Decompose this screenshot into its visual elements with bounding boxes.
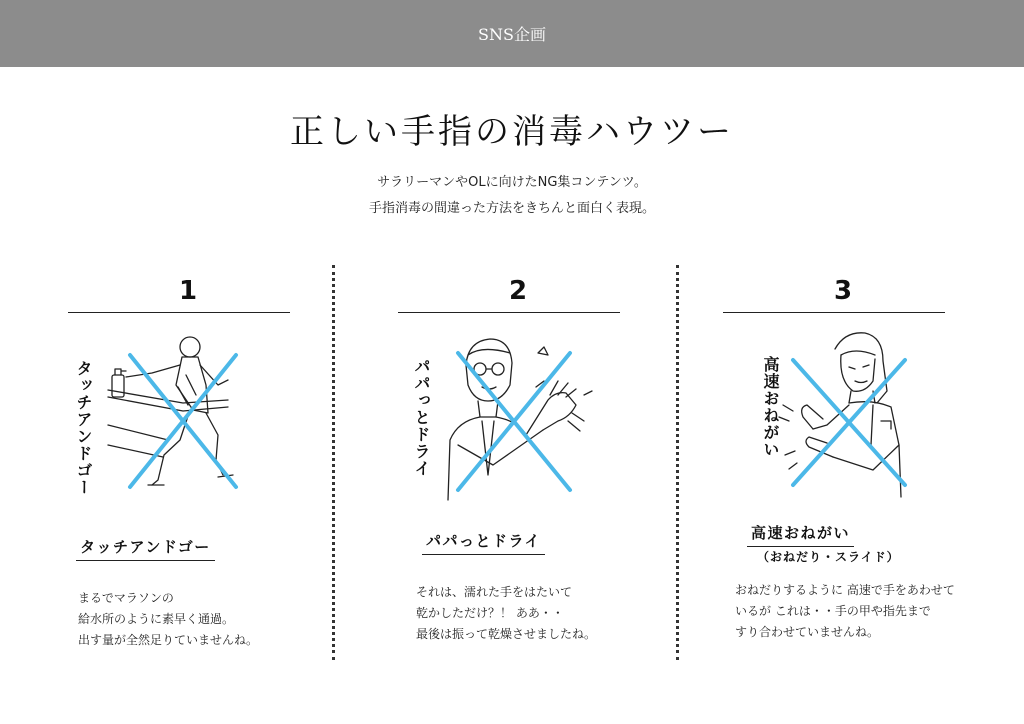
number-underline	[723, 312, 945, 313]
item-number: 1	[178, 276, 198, 306]
description-line: 乾かしただけ？！ ああ・・	[416, 606, 564, 620]
item-number: 3	[833, 276, 853, 306]
number-underline	[398, 312, 620, 313]
item-description	[416, 582, 596, 645]
ng-item-2	[398, 270, 638, 670]
subtitle-line-1: サラリーマンやOLに向けたNG集コンテンツ。	[377, 175, 647, 190]
vertical-caption: パパっとドライ	[412, 358, 431, 477]
vertical-caption: 高速おねがい	[761, 356, 780, 458]
item-number: 2	[508, 276, 528, 306]
subtitle-line-2: 手指消毒の間違った方法をきちんと面白く表現。	[368, 201, 655, 216]
number-underline	[68, 312, 290, 313]
description-line: 出す量が全然足りていませんね。	[78, 633, 259, 647]
illustration-fast-rubbing	[723, 325, 963, 505]
column-divider-2	[676, 265, 679, 660]
header-title: SNS企画	[478, 25, 546, 44]
description-line: まるでマラソンの	[78, 591, 174, 605]
item-label: タッチアンドゴー	[76, 536, 215, 561]
description-line: おねだりするように 高速で手をあわせて	[735, 583, 955, 597]
description-line: 最後は振って乾燥させましたね。	[416, 627, 597, 641]
illustration-quick-dry	[398, 325, 638, 505]
item-sublabel: （おねだり・スライド）	[757, 550, 900, 564]
description-line: それは、濡れた手をはたいて	[416, 585, 573, 599]
item-description	[78, 588, 258, 651]
vertical-caption: タッチアンドゴー	[74, 360, 93, 496]
ng-item-3	[723, 270, 963, 670]
description-line: 給水所のように素早く通過。	[78, 612, 235, 626]
item-label: 高速おねがい	[747, 522, 854, 547]
description-line: すり合わせていませんね。	[735, 625, 880, 639]
item-label: パパっとドライ	[422, 530, 545, 555]
description-line: いるが これは・・手の甲や指先まで	[735, 604, 931, 618]
illustration-touch-and-go	[68, 325, 308, 505]
page-title: 正しい手指の消毒ハウツー	[290, 112, 734, 152]
ng-item-1	[68, 270, 308, 670]
header-bar	[0, 0, 1024, 67]
column-divider-1	[332, 265, 335, 660]
item-description	[735, 580, 955, 643]
